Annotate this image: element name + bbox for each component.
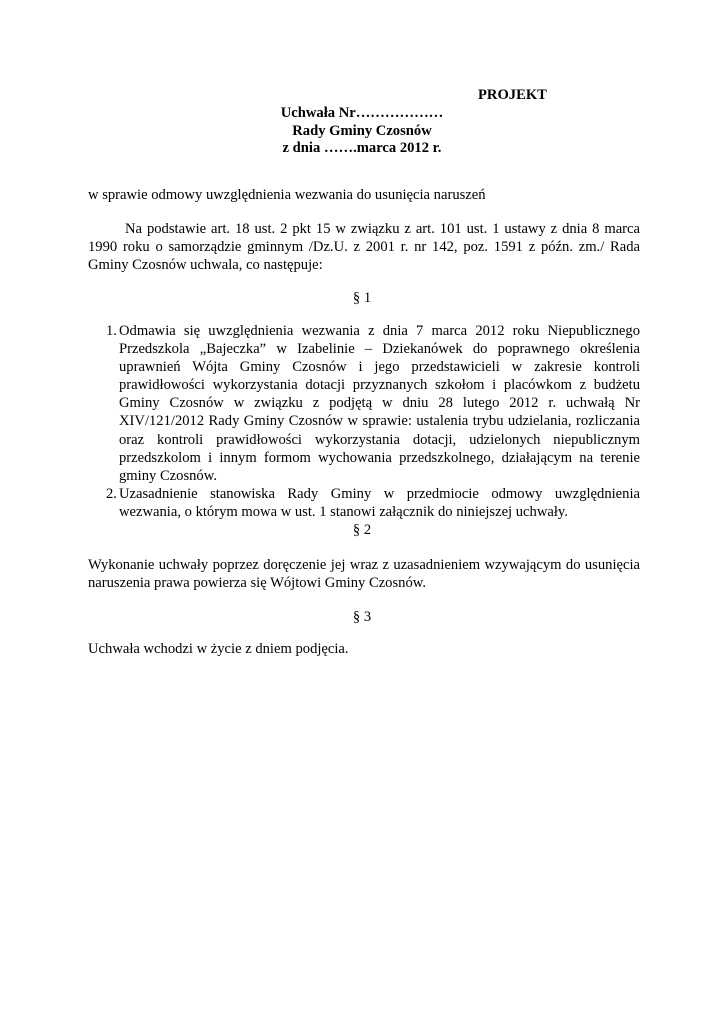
list-item [88,322,640,485]
list-item [88,485,640,521]
list-item-text: Odmawia się uwzględnienia wezwania z dnia 7 marca 2012 roku Niepublicznego Przedszkola „Bajeczka” w Izabelinie – Dziekanówek do poprawnego określenia uprawnień Wójta Gminy Czosnów i jego przedstawicieli w zakresie kontroli prawidłowości wykorzystania dotacji przyznanych szkołom i placówkom z budżetu Gminy Czosnów w związku z podjętą w dniu 28 lutego 2012 r. uchwałą Nr XIV/121/2012 Rady Gminy Czosnów w sprawie: ustalenia trybu udzielania, rozliczania oraz kontroli prawidłowości wykorzystania dotacji, udzielonych niepublicznym przedszkolom i innym formom wychowania przedszkolnego, działającym na terenie gminy Czosnów. [119,323,640,484]
document-header [0,104,724,157]
section-3-title: § 3 [352,609,372,625]
section-1-list [88,322,640,521]
document-subject: w sprawie odmowy uwzględnienia wezwania do usunięcia naruszeń [88,187,486,203]
list-item-text: Uzasadnienie stanowiska Rady Gminy w przedmiocie odmowy uwzględnienia wezwania, o którym mowa w ust. 1 stanowi załącznik do niniejszej uchwały. [119,485,640,520]
resolution-date: z dnia …….marca 2012 r. [282,140,442,156]
section-1-title: § 1 [352,290,372,306]
status-label: PROJEKT [478,87,547,103]
list-item-number: 1. [106,323,117,339]
section-2-title: § 2 [352,522,372,538]
section-3-text: Uchwała wchodzi w życie z dniem podjęcia. [88,641,349,657]
section-2-text: Wykonanie uchwały poprzez doręczenie jej wraz z uzasadnieniem wzywającym do usunięcia naruszenia prawa powierza się Wójtowi Gminy Czosnów. [88,557,640,592]
council-name: Rady Gminy Czosnów [292,122,432,139]
intro-paragraph: Na podstawie art. 18 ust. 2 pkt 15 w związku z art. 101 ust. 1 ustawy z dnia 8 marca 1990 roku o samorządzie gminnym /Dz.U. z 2001 r. nr 142, poz. 1591 z późn. zm./ Rada Gminy Czosnów uchwala, co następuje: [88,221,640,274]
resolution-number: Uchwała Nr……………… [280,105,444,121]
list-item-number: 2. [106,485,117,502]
